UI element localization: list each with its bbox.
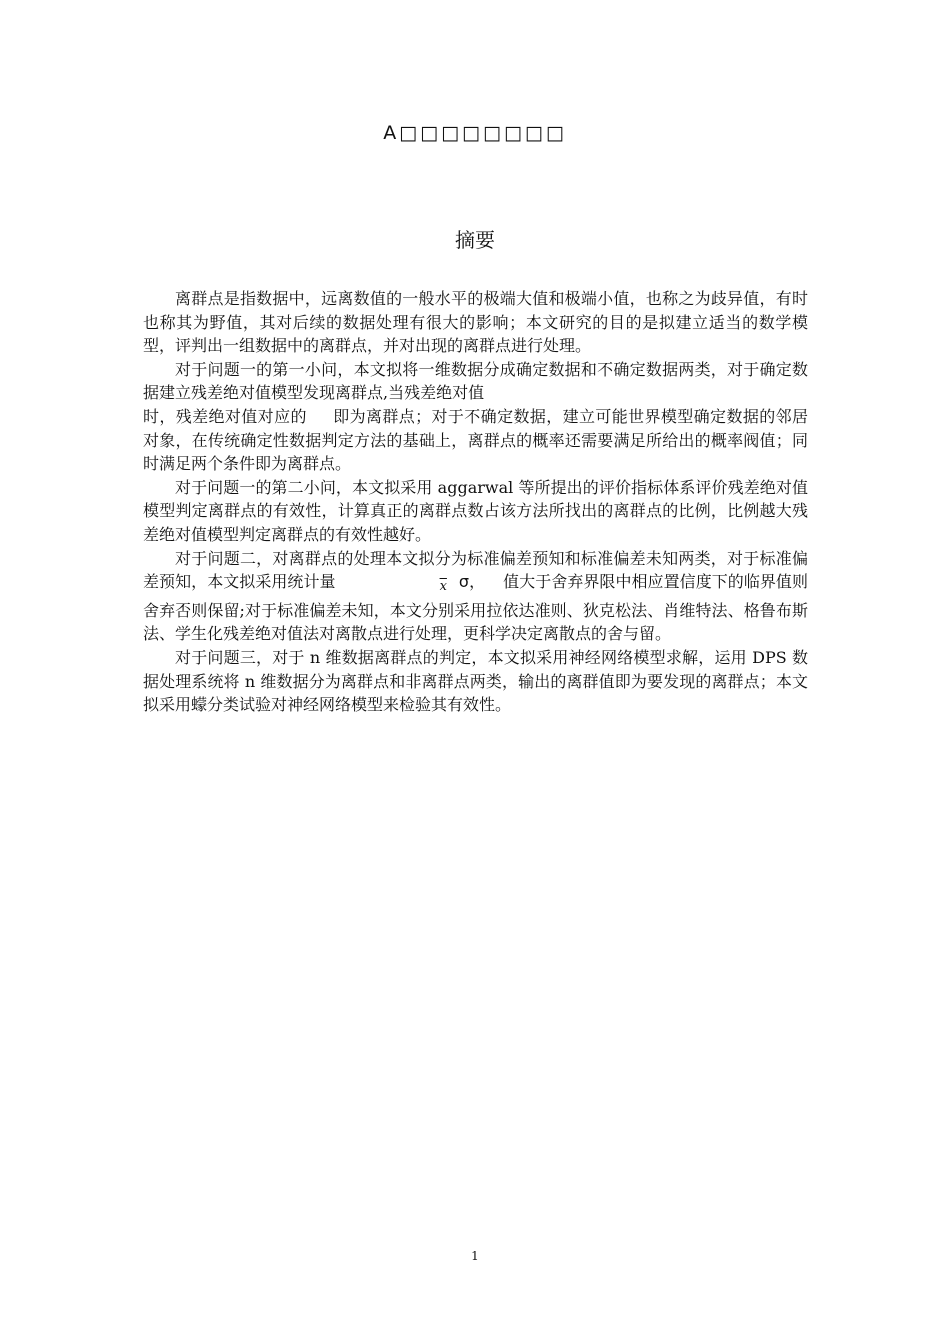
paragraph-4-part-a: 对于问题二，对离群点的处理本文拟分为标准偏差预知和标准偏差未知两类，对于标准偏差预知，本文拟采用统计量 — [143, 548, 808, 592]
abstract-heading: 摘要 — [455, 228, 495, 252]
sigma-symbol: σ， — [458, 572, 486, 592]
paragraph-2-part-a: 对于问题一的第一小问，本文拟将一维数据分成确定数据和不确定数据两类，对于确定数据建立残差绝对值模型发现离群点,当残差绝对值 — [143, 359, 808, 403]
paragraph-1: 离群点是指数据中，远离数值的一般水平的极端大值和极端小值，也称之为歧异值，有时也称其为野值，其对后续的数据处理有很大的影响；本文研究的目的是拟建立适当的数学模型，评判出一组数据中的离群点，并对出现的离群点进行处理。 — [143, 289, 808, 356]
paragraph-4-part-b: 值大于舍弃界限中相应置信度下的临界值则舍弃否则保留;对于标准偏差未知，本文分别采用拉依达准则、狄克松法、肖维特法、格鲁布斯法、学生化残差绝对值法对离散点进行处理，更科学决定离散点的舍与留。 — [143, 572, 808, 644]
x-bar-symbol: $\overline{x}$ — [439, 579, 447, 595]
paragraph-5: 对于问题三，对于 n 维数据离群点的判定，本文拟采用神经网络模型求解，运用 DPS 数据处理系统将 n 维数据分为离群点和非离群点两类，输出的离群值即为要发现的离群点；本文拟采用蠓分类试验对神经网络模型来检验其有效性。 — [143, 647, 808, 715]
paragraph-2 — [143, 358, 808, 476]
document-title: A□□□□□□□□ — [383, 122, 567, 144]
paragraph-3: 对于问题一的第二小问，本文拟采用 aggarwal 等所提出的评价指标体系评价残差绝对值模型判定离群点的有效性，计算真正的离群点数占该方法所找出的离群点的比例，比例越大残差绝对值模型判定离群点的有效性越好。 — [143, 477, 808, 544]
page-number: 1 — [471, 1249, 479, 1263]
paragraph-2-part-c: 即为离群点；对于不确定数据，建立可能世界模型确定数据的邻居对象，在传统确定性数据判定方法的基础上，离群点的概率还需要满足所给出的概率阀值；同时满足两个条件即为离群点。 — [143, 406, 808, 474]
paragraph-2-part-b: 时，残差绝对值对应的 — [143, 406, 307, 426]
statistic-formula — [376, 570, 486, 599]
paragraph-4 — [143, 547, 808, 646]
abstract-body — [143, 287, 808, 717]
